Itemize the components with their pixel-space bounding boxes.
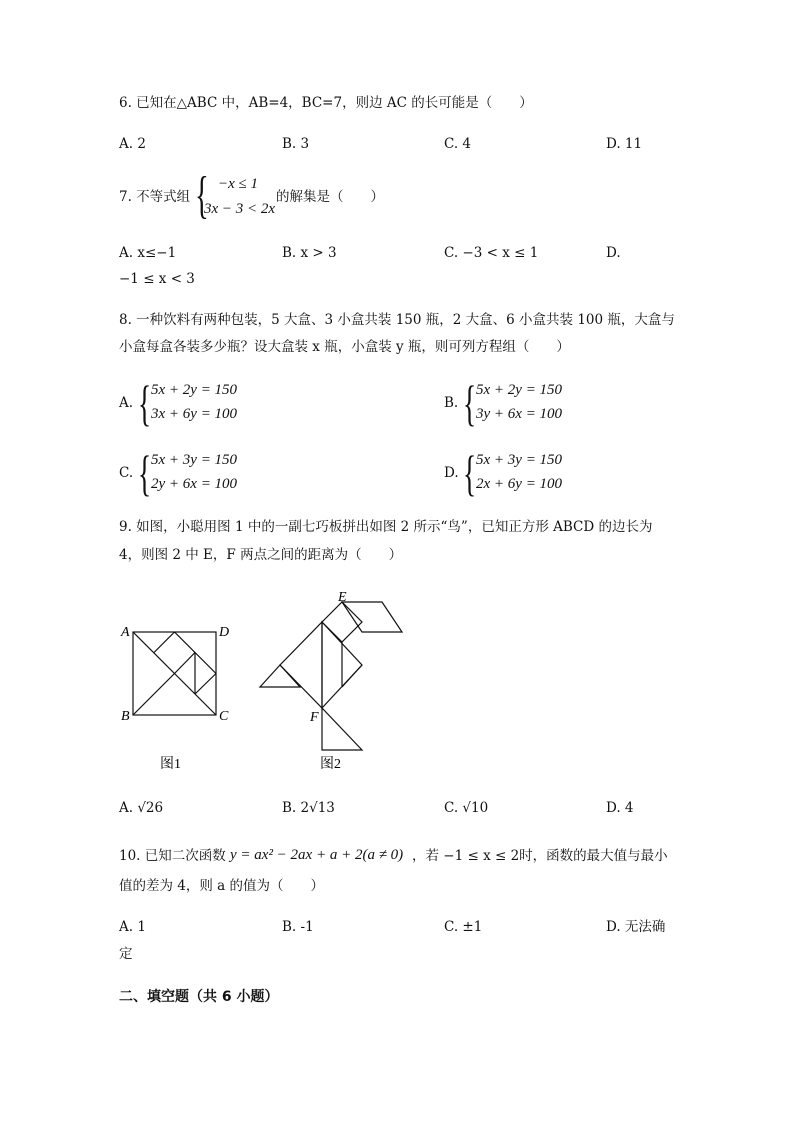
q7-option-d-wrap: −1 ≤ x < 3 [119,271,195,287]
q8-option-b-label: B. [444,395,459,411]
q9-option-b: B. 2√13 [282,800,335,816]
fig2-caption: 图2 [320,757,341,772]
q8-option-a-label: A. [119,395,134,411]
fig1-square-edge [175,653,196,674]
q8-option-d-eq2: 2x + 6y = 100 [476,476,563,492]
fig1-label-a: A [121,625,130,640]
q8-option-b-eq1: 5x + 2y = 150 [476,382,563,398]
q7-brace: { [195,167,209,224]
q8-option-c-eq1: 5x + 3y = 150 [151,452,238,468]
q8-option-c-brace: { [138,445,152,501]
fig1-caption: 图1 [160,757,181,772]
q6-option-d: D. 11 [606,136,643,152]
q6-option-c: C. 4 [444,136,472,152]
q7-stem-suffix: 的解集是（ ） [276,189,384,205]
q8-option-a-brace: { [138,375,152,431]
q10-option-d: D. 无法确 [606,919,666,935]
q8-stem-line2: 小盒每盒各装多少瓶？设大盒装 x 瓶，小盒装 y 瓶，则可列方程组（ ） [119,339,570,355]
q6-option-b: B. 3 [282,136,310,152]
q8-option-c-eq2: 2y + 6x = 100 [151,476,238,492]
q9-figures [110,580,420,780]
fig1-label-c: C [219,709,229,724]
fig2-label-f: F [310,710,319,725]
q8-option-d-label: D. [444,465,459,481]
fig1-tangram [133,632,216,715]
q10-option-d-wrap: 定 [119,946,133,962]
q8-option-c-label: C. [119,465,134,481]
q8-option-a-eq2: 3x + 6y = 100 [151,406,238,422]
q7-option-c: C. −3 < x ≤ 1 [444,245,539,261]
q9-option-c: C. √10 [444,800,489,816]
q8-option-b-brace: { [463,375,477,431]
section-title: 二、填空题（共 6 小题） [119,989,279,1005]
q7-ineq2: 3x − 3 < 2x [204,201,276,217]
q10-stem-mid: ，若 −1 ≤ x ≤ 2时，函数的最大值与最小 [412,848,668,864]
q9-stem-line1: 9. 如图，小聪用图 1 中的一副七巧板拼出如图 2 所示“鸟”，已知正方形 ABCD 的边长为 [119,519,653,535]
q9-stem-line2: 4，则图 2 中 E，F 两点之间的距离为（ ） [119,547,403,563]
fig2-foot [322,708,362,750]
q8-option-b-eq2: 3y + 6x = 100 [476,406,563,422]
q10-stem-prefix: 10. 已知二次函数 [119,848,226,864]
fig1-diagonal-b [133,674,175,716]
q7-ineq1: −x ≤ 1 [218,176,259,192]
q10-option-c: C. ±1 [444,919,483,935]
fig1-label-d: D [219,625,230,640]
q10-option-a: A. 1 [119,919,146,935]
q7-option-d: D. [606,245,621,261]
q6-option-a: A. 2 [119,136,146,152]
q10-stem-line2: 值的差为 4，则 a 的值为（ ） [119,878,325,894]
fig1-small-line [154,632,175,653]
q10-function: y = ax² − 2ax + a + 2(a ≠ 0) [230,847,404,863]
fig2-label-e: E [338,590,347,605]
q9-option-d: D. 4 [606,800,634,816]
fig1-bottom-edge [195,674,216,695]
q8-option-d-brace: { [463,445,477,501]
fig1-label-b: B [121,709,130,724]
q7-option-b: B. x > 3 [282,245,337,261]
q8-stem-line1: 8. 一种饮料有两种包装，5 大盒、3 小盒共装 150 瓶，2 大盒、6 小盒共装 100 瓶，大盒与 [119,312,675,328]
fig2-bird [260,602,402,750]
q8-option-d-eq1: 5x + 3y = 150 [476,452,563,468]
q10-option-b: B. -1 [282,919,314,935]
q7-option-a: A. x≤−1 [119,245,177,261]
q8-option-a-eq1: 5x + 2y = 150 [151,382,238,398]
fig2-inner-line-2 [342,665,362,687]
q9-option-a: A. √26 [119,800,164,816]
fig2-tail [260,665,300,687]
fig2-left-wing [280,622,322,708]
fig2-beak [342,602,402,632]
q6-stem: 6. 已知在△ABC 中，AB=4，BC=7，则边 AC 的长可能是（ ） [119,95,533,111]
q7-stem-prefix: 7. 不等式组 [119,189,191,205]
